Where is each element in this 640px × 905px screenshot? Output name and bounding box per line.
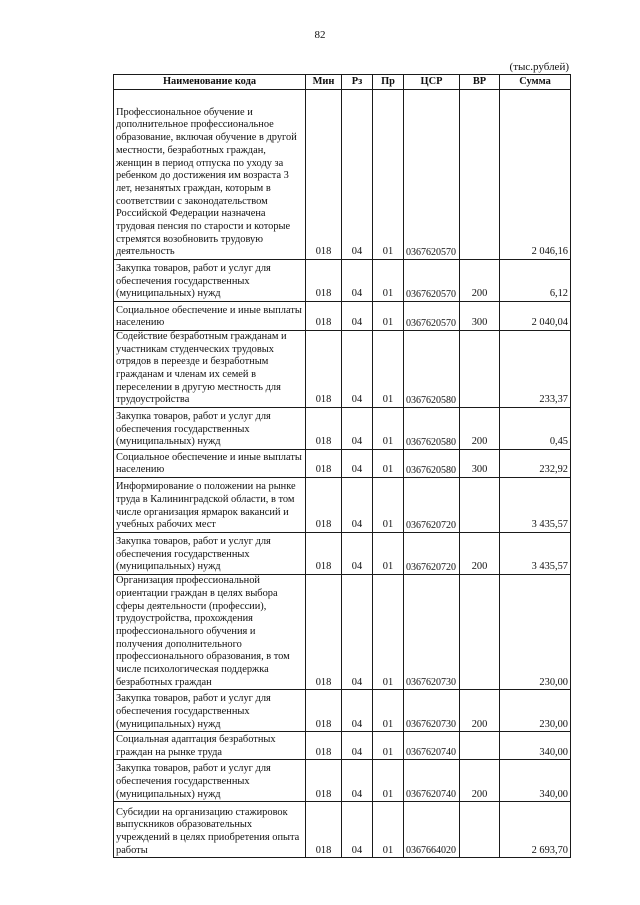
- row-min-cell: 018: [306, 760, 342, 802]
- row-csr-cell: 0367620570: [404, 302, 460, 331]
- row-csr-cell: 0367620580: [404, 408, 460, 450]
- header-vr: ВР: [460, 75, 500, 90]
- row-vr-cell: 200: [460, 533, 500, 575]
- row-name-cell: [114, 260, 306, 302]
- row-rz-cell: 04: [342, 732, 373, 760]
- row-rz-cell: 04: [342, 478, 373, 533]
- row-rz-cell: 04: [342, 302, 373, 331]
- row-pr-cell: 01: [373, 408, 404, 450]
- row-rz-cell: 04: [342, 575, 373, 690]
- row-min-cell: 018: [306, 408, 342, 450]
- row-vr-cell: [460, 575, 500, 690]
- row-pr-cell: 01: [373, 260, 404, 302]
- row-min-cell: 018: [306, 575, 342, 690]
- row-csr-cell: 0367664020: [404, 802, 460, 858]
- row-pr-cell: 01: [373, 732, 404, 760]
- row-sum-cell: 340,00: [500, 732, 571, 760]
- row-min-cell: 018: [306, 478, 342, 533]
- row-rz-cell: 04: [342, 331, 373, 408]
- page-number: 82: [314, 29, 326, 41]
- row-name-cell: [114, 690, 306, 732]
- row-sum-cell: 230,00: [500, 575, 571, 690]
- row-vr-cell: [460, 732, 500, 760]
- row-name-cell: [114, 302, 306, 331]
- table-row: [114, 260, 571, 302]
- row-name-cell: [114, 331, 306, 408]
- row-rz-cell: 04: [342, 450, 373, 478]
- header-name: Наименование кода: [114, 75, 306, 90]
- row-name-text: Закупка товаров, работ и услуг для обеспечения государственных (муниципальных) нужд: [116, 763, 271, 800]
- table-row: [114, 408, 571, 450]
- row-pr-cell: 01: [373, 90, 404, 260]
- row-rz-cell: 04: [342, 408, 373, 450]
- row-csr-cell: 0367620570: [404, 260, 460, 302]
- row-rz-cell: 04: [342, 260, 373, 302]
- row-csr-cell: 0367620580: [404, 450, 460, 478]
- table-row: [114, 575, 571, 690]
- table-header-row: [114, 75, 571, 90]
- row-min-cell: 018: [306, 90, 342, 260]
- row-pr-cell: 01: [373, 331, 404, 408]
- row-sum-cell: 233,37: [500, 331, 571, 408]
- row-csr-cell: 0367620740: [404, 732, 460, 760]
- row-vr-cell: [460, 802, 500, 858]
- row-sum-cell: 2 693,70: [500, 802, 571, 858]
- table-row: [114, 478, 571, 533]
- header-csr: ЦСР: [404, 75, 460, 90]
- row-name-cell: [114, 450, 306, 478]
- row-name-cell: [114, 533, 306, 575]
- table-row: [114, 331, 571, 408]
- row-vr-cell: 200: [460, 760, 500, 802]
- row-sum-cell: 0,45: [500, 408, 571, 450]
- row-pr-cell: 01: [373, 760, 404, 802]
- row-name-cell: [114, 478, 306, 533]
- row-name-text: Профессиональное обучение и дополнительное профессиональное образование, включая обучение в другой местности, безработных граждан, женщин в период отпуска по уходу за ребенком до достижения им возраста 3 лет, незанятых граждан, которым в соответствии с законодательством Российской Федерации назначена трудовая пенсия по старости и которые стремятся возобновить трудовую деятельность: [116, 106, 297, 258]
- row-sum-cell: 2 046,16: [500, 90, 571, 260]
- row-vr-cell: [460, 478, 500, 533]
- row-sum-cell: 2 040,04: [500, 302, 571, 331]
- row-name-text: Закупка товаров, работ и услуг для обеспечения государственных (муниципальных) нужд: [116, 411, 271, 448]
- row-pr-cell: 01: [373, 478, 404, 533]
- row-sum-cell: 232,92: [500, 450, 571, 478]
- header-min: Мин: [306, 75, 342, 90]
- row-name-text: Содействие безработным гражданам и участникам студенческих трудовых отрядов в переезде и безработным гражданам и членам их семей в переселении в другую местность для трудоустройства: [116, 331, 287, 406]
- row-sum-cell: 3 435,57: [500, 478, 571, 533]
- row-name-text: Закупка товаров, работ и услуг для обеспечения государственных (муниципальных) нужд: [116, 693, 271, 730]
- row-pr-cell: 01: [373, 690, 404, 732]
- row-min-cell: 018: [306, 450, 342, 478]
- row-csr-cell: 0367620720: [404, 478, 460, 533]
- table-body: [114, 90, 571, 858]
- row-vr-cell: 200: [460, 260, 500, 302]
- row-name-text: Информирование о положении на рынке труда в Калининградской области, в том числе организация ярмарок вакансий и учебных рабочих мест: [116, 481, 296, 531]
- row-rz-cell: 04: [342, 533, 373, 575]
- row-rz-cell: 04: [342, 802, 373, 858]
- row-rz-cell: 04: [342, 760, 373, 802]
- row-csr-cell: 0367620580: [404, 331, 460, 408]
- row-rz-cell: 04: [342, 90, 373, 260]
- row-csr-cell: 0367620730: [404, 690, 460, 732]
- row-min-cell: 018: [306, 732, 342, 760]
- row-name-text: Социальное обеспечение и иные выплаты населению: [116, 451, 302, 476]
- table-row: [114, 450, 571, 478]
- row-rz-cell: 04: [342, 690, 373, 732]
- row-min-cell: 018: [306, 260, 342, 302]
- budget-table: [113, 74, 571, 858]
- row-name-cell: [114, 802, 306, 858]
- row-name-text: Закупка товаров, работ и услуг для обеспечения государственных (муниципальных) нужд: [116, 536, 271, 573]
- row-min-cell: 018: [306, 331, 342, 408]
- units-label: (тыс.рублей): [509, 61, 569, 73]
- row-vr-cell: 300: [460, 302, 500, 331]
- header-pr: Пр: [373, 75, 404, 90]
- row-min-cell: 018: [306, 302, 342, 331]
- table-row: [114, 690, 571, 732]
- row-pr-cell: 01: [373, 575, 404, 690]
- row-name-cell: [114, 760, 306, 802]
- row-vr-cell: [460, 331, 500, 408]
- row-min-cell: 018: [306, 690, 342, 732]
- row-pr-cell: 01: [373, 302, 404, 331]
- table-row: [114, 90, 571, 260]
- table-row: [114, 802, 571, 858]
- table-row: [114, 533, 571, 575]
- row-csr-cell: 0367620740: [404, 760, 460, 802]
- row-name-cell: [114, 732, 306, 760]
- row-vr-cell: [460, 90, 500, 260]
- row-vr-cell: 200: [460, 690, 500, 732]
- row-name-text: Субсидии на организацию стажировок выпускников образовательных учреждений в целях приобретения опыта работы: [116, 806, 300, 856]
- row-sum-cell: 340,00: [500, 760, 571, 802]
- row-name-text: Организация профессиональной ориентации граждан в целях выбора сферы деятельности (профессии), трудоустройства, прохождения профессионального обучения и получения дополнительного профессионального образования, в том числе психологическая поддержка безработных граждан: [116, 575, 290, 688]
- header-rz: Рз: [342, 75, 373, 90]
- row-name-cell: [114, 575, 306, 690]
- table-row: [114, 732, 571, 760]
- row-vr-cell: 300: [460, 450, 500, 478]
- row-pr-cell: 01: [373, 802, 404, 858]
- row-sum-cell: 3 435,57: [500, 533, 571, 575]
- row-pr-cell: 01: [373, 533, 404, 575]
- row-csr-cell: 0367620570: [404, 90, 460, 260]
- row-sum-cell: 230,00: [500, 690, 571, 732]
- row-name-text: Социальная адаптация безработных граждан на рынке труда: [116, 733, 276, 758]
- row-name-text: Закупка товаров, работ и услуг для обеспечения государственных (муниципальных) нужд: [116, 262, 271, 300]
- row-min-cell: 018: [306, 802, 342, 858]
- row-vr-cell: 200: [460, 408, 500, 450]
- row-pr-cell: 01: [373, 450, 404, 478]
- table-row: [114, 302, 571, 331]
- row-name-cell: [114, 408, 306, 450]
- row-name-cell: [114, 90, 306, 260]
- row-csr-cell: 0367620720: [404, 533, 460, 575]
- header-sum: Сумма: [500, 75, 571, 90]
- row-csr-cell: 0367620730: [404, 575, 460, 690]
- table-row: [114, 760, 571, 802]
- row-min-cell: 018: [306, 533, 342, 575]
- row-name-text: Социальное обеспечение и иные выплаты населению: [116, 304, 302, 329]
- row-sum-cell: 6,12: [500, 260, 571, 302]
